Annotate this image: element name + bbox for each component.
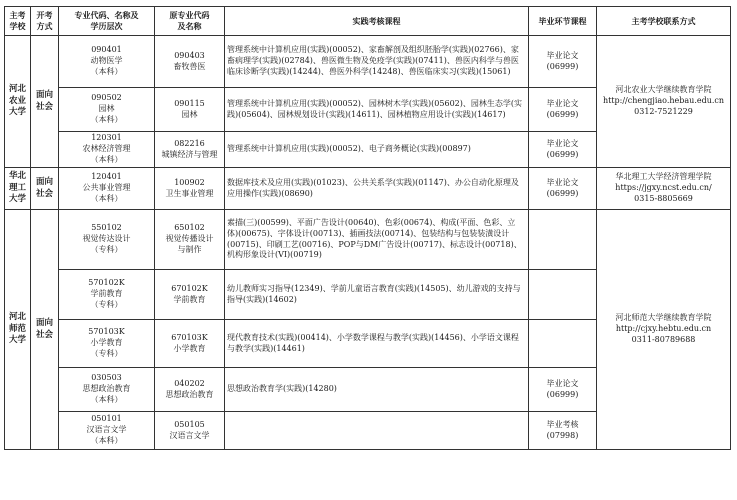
school-name: 华北 理工 大学 — [5, 168, 31, 210]
table-row — [5, 36, 731, 88]
graduation-cell — [529, 210, 597, 270]
original-major-cell: 650102 视觉传播设计 与制作 — [155, 210, 225, 270]
school-name: 河北 农业 大学 — [5, 36, 31, 168]
original-major-cell: 670103K 小学教育 — [155, 320, 225, 368]
major-cell: 030503 思想政治教育 （本科） — [59, 368, 155, 412]
courses-cell: 管理系统中计算机应用(实践)(00052)、家畜解剖及组织胚胎学(实践)(02766)、家畜病理学(实践)(02784)、兽医微生物及免疫学(实践)(07411)、兽医内科学与兽医临床诊断学(实践)(14244)、兽医外科学(14248)、兽医临床实习(实践)(15061) — [225, 36, 529, 88]
original-major-cell: 050105 汉语言文学 — [155, 412, 225, 450]
major-cell: 570103K 小学教育 （专科） — [59, 320, 155, 368]
school-name: 河北 师范 大学 — [5, 210, 31, 450]
original-major-cell: 670102K 学前教育 — [155, 270, 225, 320]
graduation-cell — [529, 320, 597, 368]
header-row — [5, 7, 731, 36]
major-cell: 120301 农林经济管理 （本科） — [59, 132, 155, 168]
original-major-cell: 090403 畜牧兽医 — [155, 36, 225, 88]
graduation-cell: 毕业考核 (07998) — [529, 412, 597, 450]
courses-cell: 幼儿教师实习指导(12349)、学前儿童语言教育(实践)(14505)、幼儿游戏的支持与指导(实践)(14602) — [225, 270, 529, 320]
major-cell: 570102K 学前教育 （专科） — [59, 270, 155, 320]
header-contact: 主考学校联系方式 — [597, 7, 731, 36]
header-original-major: 原专业代码 及名称 — [155, 7, 225, 36]
original-major-cell: 090115 园林 — [155, 88, 225, 132]
contact-cell: 华北理工大学经济管理学院 https://jgxy.ncst.edu.cn/ 0315-8805669 — [597, 168, 731, 210]
exam-method: 面向 社会 — [31, 210, 59, 450]
major-cell: 090401 动物医学 （本科） — [59, 36, 155, 88]
exam-table — [4, 6, 731, 450]
courses-cell — [225, 412, 529, 450]
original-major-cell: 100902 卫生事业管理 — [155, 168, 225, 210]
courses-cell: 数据库技术及应用(实践)(01023)、公共关系学(实践)(01147)、办公自动化原理及应用操作(实践)(08690) — [225, 168, 529, 210]
courses-cell: 现代教育技术(实践)(00414)、小学数学课程与教学(实践)(14456)、小学语文课程与教学(实践)(14461) — [225, 320, 529, 368]
courses-cell: 管理系统中计算机应用(实践)(00052)、电子商务概论(实践)(00897) — [225, 132, 529, 168]
header-method: 开考 方式 — [31, 7, 59, 36]
courses-cell: 管理系统中计算机应用(实践)(00052)、园林树木学(实践)(05602)、园林生态学(实践)(05604)、园林规划设计(实践)(14611)、园林植物应用设计(实践)(14617) — [225, 88, 529, 132]
courses-cell: 素描(三)(00599)、平面广告设计(00640)、色彩(00674)、构成(平面、色彩、立体)(00675)、字体设计(00713)、插画技法(00714)、包装结构与包装装潢设计(00715)、印刷工艺(00716)、POP与DM广告设计(00717)、标志设计(00718)、机构形象设计(VI)(00719) — [225, 210, 529, 270]
contact-cell: 河北农业大学继续教育学院 http://chengjiao.hebau.edu.cn 0312-7521229 — [597, 36, 731, 168]
graduation-cell — [529, 270, 597, 320]
original-major-cell: 040202 思想政治教育 — [155, 368, 225, 412]
graduation-cell: 毕业论文 (06999) — [529, 368, 597, 412]
courses-cell: 思想政治教育学(实践)(14280) — [225, 368, 529, 412]
table-row — [5, 168, 731, 210]
header-school: 主考 学校 — [5, 7, 31, 36]
table-row — [5, 210, 731, 270]
header-graduation: 毕业环节课程 — [529, 7, 597, 36]
major-cell: 090502 园林 （本科） — [59, 88, 155, 132]
graduation-cell: 毕业论文 (06999) — [529, 36, 597, 88]
exam-method: 面向 社会 — [31, 168, 59, 210]
graduation-cell: 毕业论文 (06999) — [529, 132, 597, 168]
original-major-cell: 082216 城镇经济与管理 — [155, 132, 225, 168]
graduation-cell: 毕业论文 (06999) — [529, 168, 597, 210]
major-cell: 050101 汉语言文学 （本科） — [59, 412, 155, 450]
exam-method: 面向 社会 — [31, 36, 59, 168]
major-cell: 120401 公共事业管理 （本科） — [59, 168, 155, 210]
header-courses: 实践考核课程 — [225, 7, 529, 36]
graduation-cell: 毕业论文 (06999) — [529, 88, 597, 132]
contact-cell: 河北师范大学继续教育学院 http://cjxy.hebtu.edu.cn 0311-80789688 — [597, 210, 731, 450]
major-cell: 550102 视觉传达设计 （专科） — [59, 210, 155, 270]
header-major: 专业代码、名称及 学历层次 — [59, 7, 155, 36]
